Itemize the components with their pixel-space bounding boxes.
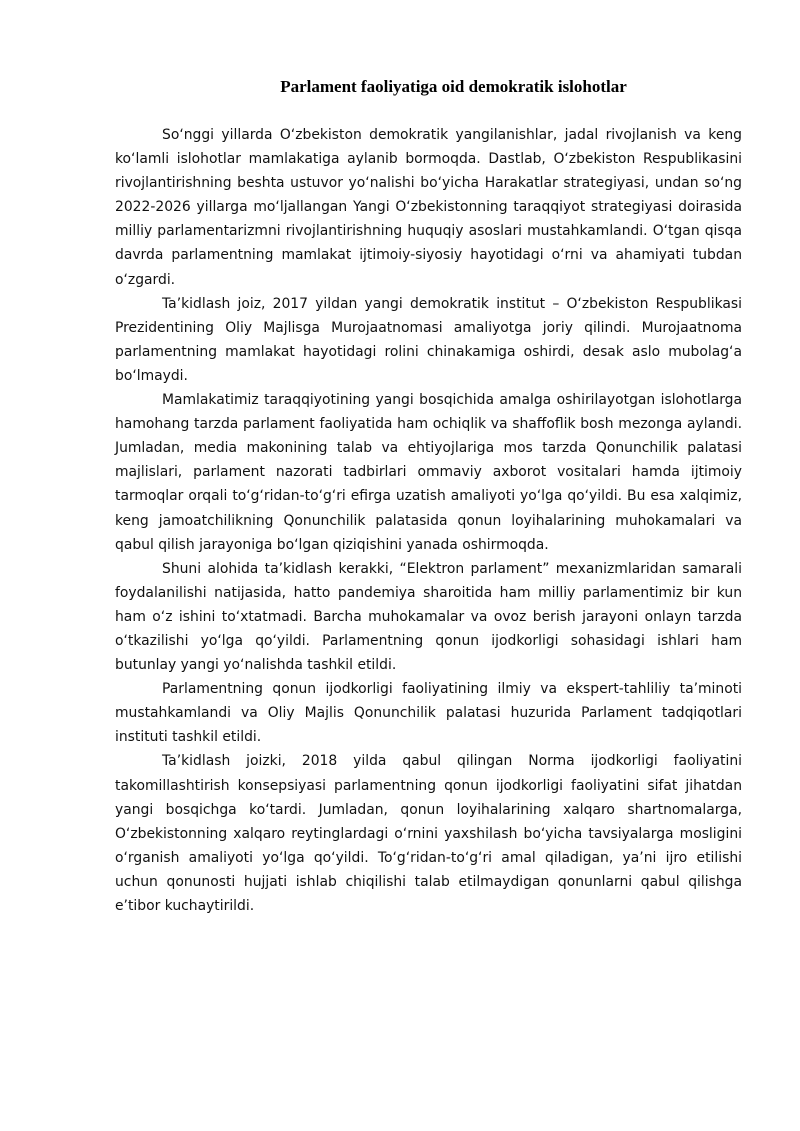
paragraph: Ta’kidlash joizki, 2018 yilda qabul qilingan Norma ijodkorligi faoliyatini takomillashtirish konsepsiyasi parlamentning qonun ijodkorligi faoliyatini sifat jihatdan yangi bosqichga ko‘tardi. Jumladan, qonun loyihalarining xalqaro shartnomalarga, O‘zbekistonning xalqaro reytinglardagi o‘rnini yaxshilash bo‘yicha tavsiyalarga mosligini o‘rganish amaliyoti yo‘lga qo‘yildi. To‘g‘ridan-to‘g‘ri amal qiladigan, ya’ni ijro etilishi uchun qonunosti hujjati ishlab chiqilishi talab etilmaydigan qonunlarni qabul qilishga e’tibor kuchaytirildi. [115, 753, 742, 914]
paragraph: So‘nggi yillarda O‘zbekiston demokratik yangilanishlar, jadal rivojlanish va keng ko‘lamli islohotlar mamlakatiga aylanib bormoqda. Dastlab, O‘zbekiston Respublikasini rivojlantirishning beshta ustuvor yo‘nalishi bo‘yicha Harakatlar strategiyasi, undan so‘ng 2022-2026 yillarga mo‘ljallangan Yangi O‘zbekistonning taraqqiyot strategiyasi doirasida milliy parlamentarizmni rivojlantirishning huquqiy asoslari mustahkamlandi. O‘tgan qisqa davrda parlamentning mamlakat ijtimoiy-siyosiy hayotidagi o‘rni va ahamiyati tubdan o‘zgardi. [115, 127, 742, 288]
paragraph: Ta’kidlash joiz, 2017 yildan yangi demokratik institut – O‘zbekiston Respublikasi Prezidentining Oliy Majlisga Murojaatnomasi amaliyotga joriy qilindi. Murojaatnoma parlamentning mamlakat hayotidagi rolini chinakamiga oshirdi, desak aslo mubolag‘a bo‘lmaydi. [115, 295, 742, 384]
document-title: Parlament faoliyatiga oid demokratik islohotlar [280, 77, 627, 96]
paragraph: Mamlakatimiz taraqqiyotining yangi bosqichida amalga oshirilayotgan islohotlarga hamohang tarzda parlament faoliyatida ham ochiqlik va shaffoflik bosh mezonga aylandi. Jumladan, media makonining talab va ehtiyojlariga mos tarzda Qonunchilik palatasi majlislari, parlament nazorati tadbirlari ommaviy axborot vositalari hamda ijtimoiy tarmoqlar orqali to‘g‘ridan-to‘g‘ri efirga uzatish amaliyoti yo‘lga qo‘yildi. Bu esa xalqimiz, keng jamoatchilikning Qonunchilik palatasida qonun loyihalarining muhokamalari va qabul qilish jarayoniga bo‘lgan qiziqishini yanada oshirmoqda. [115, 392, 742, 553]
paragraph: Shuni alohida ta’kidlash kerakki, “Elektron parlament” mexanizmlaridan samarali foydalanilishi natijasida, hatto pandemiya sharoitida ham milliy parlamentimiz bir kun ham o‘z ishini to‘xtatmadi. Barcha muhokamalar va ovoz berish jarayoni onlayn tarzda o‘tkazilishi yo‘lga qo‘yildi. Parlamentning qonun ijodkorligi sohasidagi ishlari ham butunlay yangi yo‘nalishda tashkil etildi. [115, 560, 742, 674]
paragraph: Parlamentning qonun ijodkorligi faoliyatining ilmiy va ekspert-tahliliy ta’minoti mustahkamlandi va Oliy Majlis Qonunchilik palatasi huzurida Parlament tadqiqotlari instituti tashkil etildi. [115, 681, 742, 746]
document-body [115, 123, 742, 918]
